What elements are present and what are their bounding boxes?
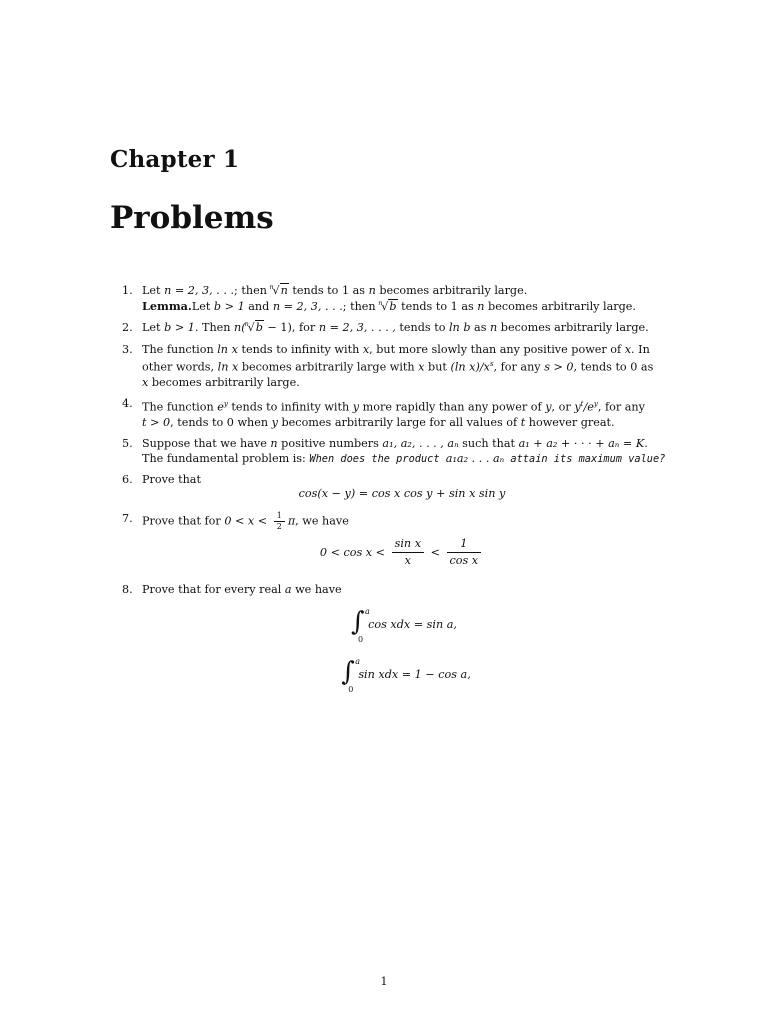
problem-number: 5. (122, 437, 133, 451)
nth-root: n √b (244, 320, 263, 335)
problem-3-line-2: other words, ln x becomes arbitrarily large with x but (ln $x)/x^s$, for any s > 0, tends to 0 as (142, 360, 654, 375)
problem-4-line-2: t > 0, tends to 0 when y becomes arbitrarily large for all values of t however great. (142, 415, 615, 429)
problem-7 (122, 512, 662, 569)
problem-number: 3. (122, 342, 133, 356)
problem-4 (122, 397, 662, 430)
problem-5 (122, 437, 666, 466)
problem-6 (122, 473, 662, 501)
display-inequality: 0 < cos x < $\frac{\text{sin x}}{x}$ < $\frac{1}{\text{cos x}}$ (142, 537, 662, 569)
problem-6-text: Prove that (142, 473, 201, 487)
problem-number: 4. (122, 397, 133, 411)
problem-number: 1. (122, 284, 133, 297)
problem-number: 6. (122, 473, 133, 487)
integral-equation-2: ∫ a 0 sin xdx = 1 − cos a, (341, 657, 471, 695)
problem-number: 7. (122, 511, 133, 525)
problem-3 (122, 343, 662, 391)
fraction-half: $\frac{1}{2}$ (274, 512, 285, 531)
integral-sign: ∫ a 0 (351, 607, 370, 645)
problem-5-line-1: Suppose that we have n positive numbers a₁, a₂, . . . , aₙ such that a₁ + a₂ + · · · + aₙ = K. (142, 437, 648, 451)
problem-4-line-1: The function $e^y$ tends to infinity with y more rapidly than any power of y, or $y^t/e^y$, for any (142, 400, 645, 415)
problem-2-line-1: Let b > 1. Then n( n √b − 1), for n = 2, 3, . . . , tends to ln b as n becomes arbitrarily large. (142, 320, 649, 335)
lemma-line: Lemma.Let b > 1 and n = 2, 3, . . .; then n √b tends to 1 as n becomes arbitrarily large. (142, 298, 636, 313)
problem-5-line-2: The fundamental problem is: When does the product a₁a₂ . . . aₙ attain its maximum value? (142, 451, 666, 465)
problem-list (122, 283, 666, 700)
problem-3-line-1: The function ln x tends to infinity with x, but more slowly than any positive power of x. In (142, 342, 650, 356)
problem-number: 8. (122, 582, 133, 596)
fraction-one-over-cosx: $\frac{1}{\text{cos x}}$ (447, 537, 482, 569)
nth-root: n √b (378, 298, 397, 313)
nth-root: n √n (269, 283, 288, 297)
display-equation: cos(x − y) = cos x cos y + sin x sin y (298, 487, 506, 500)
fraction-sinx-over-x: $\frac{\text{sin x}}{x}$ (392, 537, 424, 569)
problem-1 (122, 284, 662, 314)
integral-equation-1: ∫ a 0 cos xdx = sin a, (351, 607, 457, 645)
problem-2 (122, 321, 662, 336)
problem-3-line-3: x becomes arbitrarily large. (142, 375, 300, 389)
lemma-label: Lemma. (142, 298, 192, 313)
problem-1-line-1: Let n = 2, 3, . . .; then n √n tends to 1 as n becomes arbitrarily large. (142, 283, 528, 297)
chapter-title: Problems (110, 200, 274, 236)
page-number: 1 (380, 975, 388, 988)
chapter-label: Chapter 1 (110, 146, 240, 173)
problem-7-line-1: Prove that for 0 < x < $\frac{1}{2}$ π, we have (142, 510, 349, 531)
problem-8-line-1: Prove that for every real a we have (142, 582, 342, 596)
problem-8 (122, 583, 662, 694)
integral-sign: ∫ a 0 (341, 657, 360, 695)
problem-number: 2. (122, 321, 133, 335)
